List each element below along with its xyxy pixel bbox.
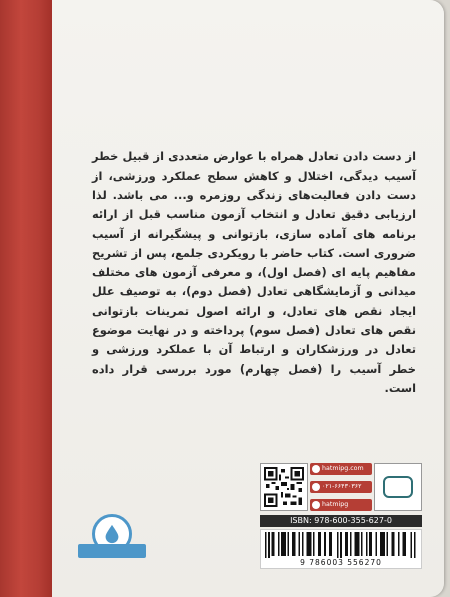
drop-icon bbox=[101, 523, 123, 545]
publisher-info-block bbox=[260, 463, 422, 569]
cover-panel bbox=[52, 0, 444, 597]
isbn-label: ISBN: 978-600-355-627-0 bbox=[260, 515, 422, 527]
social-text: hatmipg bbox=[322, 501, 349, 508]
red-spine-band bbox=[0, 0, 52, 597]
store-sticker-ribbon bbox=[78, 544, 146, 558]
back-cover-description: از دست دادن تعادل همراه با عوارض متعددی از قبیل خطر آسیب دیدگی، اختلال و کاهش سطح عملکرد ورزشی، از دست دادن فعالیت‌های زندگی روزمره و... می باشد. لذا ارزیابی دقیق تعادل و انتخاب آزمون مناسب قبل از ارائه برنامه های آماده سازی، بازتوانی و پیشگیرانه از آسیب ضروری است. کتاب حاضر با رویکردی جلمع، پس از تشریح مفاهیم پایه ای (فصل اول)، و معرفی آزمون های مختلف میدانی و آزمایشگاهی تعادل (فصل دوم)، به توصیف علل ایجاد نقص های تعادل، و ارائه اصول تمرینات بازتوانی نقص های تعادل (فصل سوم) پرداخته و در نهایت موضوع تعادل در ورزشکاران و ارتباط آن با عملکرد ورزشی و خطر آسیب را (فصل چهارم) مورد بررسی قرار داده است. bbox=[92, 149, 416, 395]
barcode-bars bbox=[265, 532, 417, 558]
publisher-logo-mark bbox=[383, 476, 413, 498]
website-row[interactable] bbox=[310, 463, 372, 475]
barcode bbox=[260, 529, 422, 569]
publisher-logo bbox=[374, 463, 422, 511]
globe-icon bbox=[312, 465, 320, 473]
instagram-icon bbox=[312, 501, 320, 509]
phone-row[interactable] bbox=[310, 481, 372, 493]
qr-code[interactable] bbox=[260, 463, 308, 511]
social-row[interactable] bbox=[310, 499, 372, 511]
contact-list bbox=[310, 463, 372, 511]
qr-code-icon bbox=[264, 467, 304, 507]
website-text: hatmipg.com bbox=[322, 465, 364, 472]
phone-icon bbox=[312, 483, 320, 491]
phone-text: ۰۲۱-۶۶۴۳۰۳۶۲ bbox=[322, 483, 362, 490]
store-sticker bbox=[72, 514, 152, 564]
barcode-number: 9 786003 556270 bbox=[300, 558, 382, 567]
